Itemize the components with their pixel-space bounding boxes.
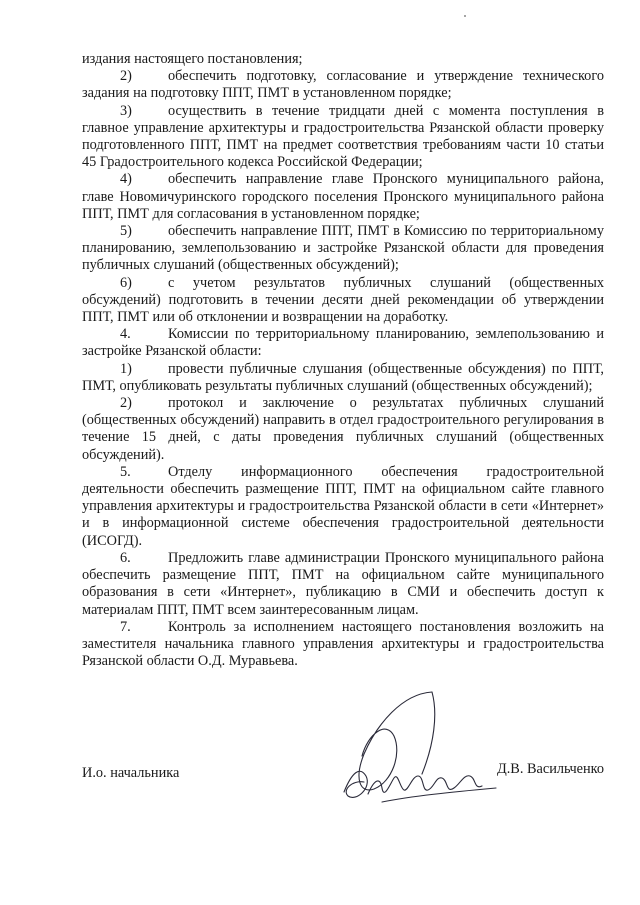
clause-7: 7. Контроль за исполнением настоящего постановления возложить на заместителя начальника главного управления архитектуры и градостроительства Рязанской области О.Д. Муравьева. bbox=[82, 618, 604, 670]
signatory-position: И.о. начальника bbox=[82, 765, 180, 781]
document-body bbox=[82, 51, 604, 670]
clause-4-item-1: 1) провести публичные слушания (общественные обсуждения) по ППТ, ПМТ, опубликовать результаты публичных слушаний (общественных обсуждений); bbox=[82, 360, 604, 394]
list-item-6: 6) с учетом результатов публичных слушаний (общественных обсуждений) подготовить в течении десяти дней рекомендации об утверждении ППТ, ПМТ или об отклонении и возвращении на доработку. bbox=[82, 274, 604, 326]
clause-4: 4. Комиссии по территориальному планированию, землепользованию и застройке Рязанской области: bbox=[82, 326, 604, 360]
clause-6: 6. Предложить главе администрации Пронского муниципального района обеспечить размещение ППТ, ПМТ на официальном сайте муниципального образования в сети «Интернет», публикацию в СМИ и обеспечить доступ к материалам ППТ, ПМТ всем заинтересованным лицам. bbox=[82, 549, 604, 618]
clause-5: 5. Отделу информационного обеспечения градостроительной деятельности обеспечить размещение ППТ, ПМТ на официальном сайте главного управления архитектуры и градостроительства Рязанской области в сети «Интернет» и в информационной системе обеспечения градостроительной деятельности (ИСОГД). bbox=[82, 463, 604, 549]
clause-4-item-2: 2) протокол и заключение о результатах публичных слушаний (общественных обсуждений) направить в отдел градостроительного регулирования в течение 15 дней, с даты проведения публичных слушаний (общественных обсуждений). bbox=[82, 395, 604, 463]
list-item-3: 3) осуществить в течение тридцати дней с момента поступления в главное управление архитектуры и градостроительства Рязанской области проверку подготовленного ППТ, ПМТ на предмет соответствия требованиям части 10 статьи 45 Градостроительного кодекса Российской Федерации; bbox=[82, 102, 604, 171]
scan-speck bbox=[464, 15, 466, 17]
list-item-5: 5) обеспечить направление ППТ, ПМТ в Комиссию по территориальному планированию, землепользованию и застройке Рязанской области для проведения публичных слушаний (общественных обсуждений); bbox=[82, 223, 604, 274]
signature-block bbox=[82, 759, 604, 849]
handwritten-signature bbox=[282, 684, 512, 834]
list-item-4: 4) обеспечить направление главе Пронского муниципального района, главе Новомичуринского городского поселения Пронского муниципального района ППТ, ПМТ для согласования в установленном порядке; bbox=[82, 171, 604, 222]
list-item-2: 2) обеспечить подготовку, согласование и утверждение технического задания на подготовку ППТ, ПМТ в установленном порядке; bbox=[82, 68, 604, 102]
paragraph-continuation: издания настоящего постановления; bbox=[82, 51, 303, 67]
signatory-name: Д.В. Васильченко bbox=[496, 761, 604, 777]
